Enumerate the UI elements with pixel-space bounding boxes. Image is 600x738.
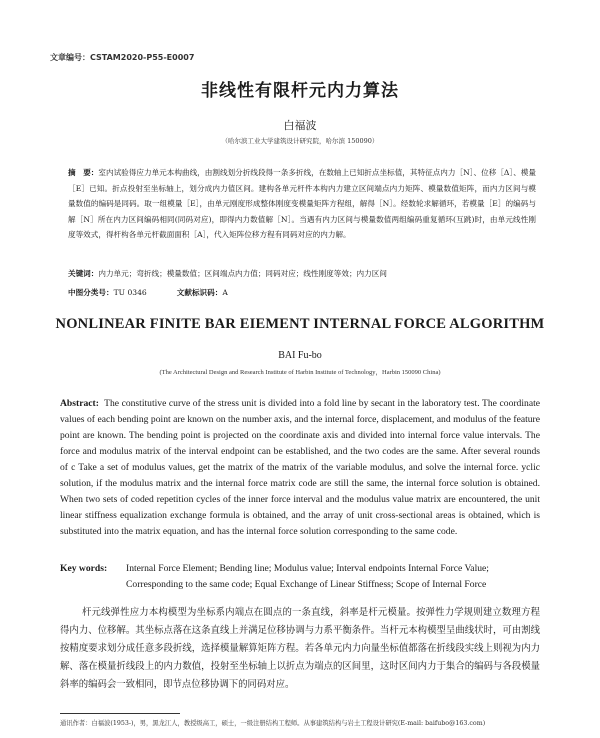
chinese-author: 白福波	[283, 119, 317, 132]
clc-label: 中图分类号：	[68, 288, 114, 297]
chinese-keywords-label: 关键词：	[68, 269, 99, 278]
english-title: NONLINEAR FINITE BAR EIEMENT INTERNAL FORCE ALGORITHM	[55, 316, 545, 332]
english-abstract	[60, 396, 540, 540]
classification-line	[68, 286, 536, 300]
chinese-abstract-label: 摘 要：	[68, 168, 99, 177]
author-footnote: 通讯作者：白福波(1953-)，男，黑龙江人，教授级高工，硕士，一级注册结构工程师。从事建筑结构与岩土工程设计研究(E-mail: baifubo@163.com)	[60, 720, 486, 727]
chinese-abstract	[68, 165, 536, 243]
footnote-divider	[60, 713, 180, 714]
doc-code-label: 文献标识码：	[176, 288, 223, 297]
english-abstract-text: The constitutive curve of the stress unit is divided into a fold line by secant in the laboratory test. The coordinate values of each bending point are known on the number axis, and the internal force, displacement, and modulus of the feature point are known. The bending point is projected on the coordinate axis and divided into internal force value intervals. The force and modulus matrix of the interval endpoint can be established, and the two codes are the same. After several rounds of c Take a set of modulus values, get the matrix of the matrix of the variable modulus, and solve the internal force. yclic solution, if the modulus matrix and the internal force matrix code are still the same, the internal force solution is obtained. When two sets of coded repetition cycles of the inner force interval and the modulus value matrix are encountered, the unit linear stiffness equalization exchange formula is obtained, and the array of unit cross-sectional areas is obtained, which is substituted into the matrix equation, and has the internal force solution corresponding to the same code.	[60, 398, 541, 537]
chinese-keywords	[68, 267, 536, 281]
english-affiliation: (The Architectural Design and Research Institute of Harbin Institute of Technology，Harbin 150090 China)	[159, 369, 441, 376]
chinese-abstract-text: 室内试验得应力单元本构曲线，由割线划分折线段得一条多折线，在数轴上已知折点坐标值，其特征点内力［N］、位移［Δ］、模量［E］已知。折点投射至坐标轴上，划分成内力值区间。建构各单元杆件本构内力建立区间端点内力矩阵、模量数值矩阵，而内力区间与模量数值的编码是同码。取一组模量［E］，由单元刚度形成整体刚度变模量矩阵方程组，解得［N］。经数轮求解循环，若模量［E］的编码与解［N］所在内力区间编码相同(同码对应)，即得内力数值解［N］。当遇有内力区间与模量数值两组编码重复循环(互跳)时，由单元线性刚度等效式，得杆构各单元杆截面面积［A］，代入矩阵位移方程有同码对应的内力解。	[68, 168, 536, 239]
english-keywords	[60, 561, 540, 593]
english-author: BAI Fu-bo	[278, 350, 322, 361]
english-keywords-label: Key words:	[60, 563, 108, 574]
article-number: 文章编号：CSTAM2020-P55-E0007	[50, 53, 195, 62]
chinese-keywords-text: 内力单元；弯折线；模量数值；区间端点内力值；同码对应；线性刚度等效；内力区间	[98, 269, 387, 278]
chinese-title: 非线性有限杆元内力算法	[201, 81, 399, 101]
english-keywords-line1: Internal Force Element; Bending line; Modulus value; Interval endpoints Internal Force Value;	[126, 563, 489, 574]
chinese-affiliation: （哈尔滨工业大学建筑设计研究院，哈尔滨 150090）	[221, 137, 379, 145]
english-abstract-label: Abstract:	[60, 398, 99, 409]
body-paragraph: 杆元线弹性应力本构模型为坐标系内端点在圆点的一条直线，斜率是杆元模量。按弹性力学规则建立数理方程得内力、位移解。其坐标点落在这条直线上并满足位移协调与力系平衡条件。当杆元本构模型呈曲线状时，可由割线按精度要求划分成任意多段折线，选择模量解算矩阵方程。若各单元内力向量坐标值都落在折线段实线上则视为内力解、落在模量折线段上的内力数值，投射至坐标轴上以折点为端点的区间里，这时区间内力于集合的编码与各段模量斜率的编码会一致相同，即节点位移协调下的同码对应。	[60, 607, 540, 690]
doc-code-value: A	[222, 288, 228, 297]
clc-value: TU 0346	[113, 288, 147, 297]
english-keywords-line2: Corresponding to the same code; Equal Exchange of Linear Stiffness; Scope of Internal Force	[126, 579, 487, 590]
